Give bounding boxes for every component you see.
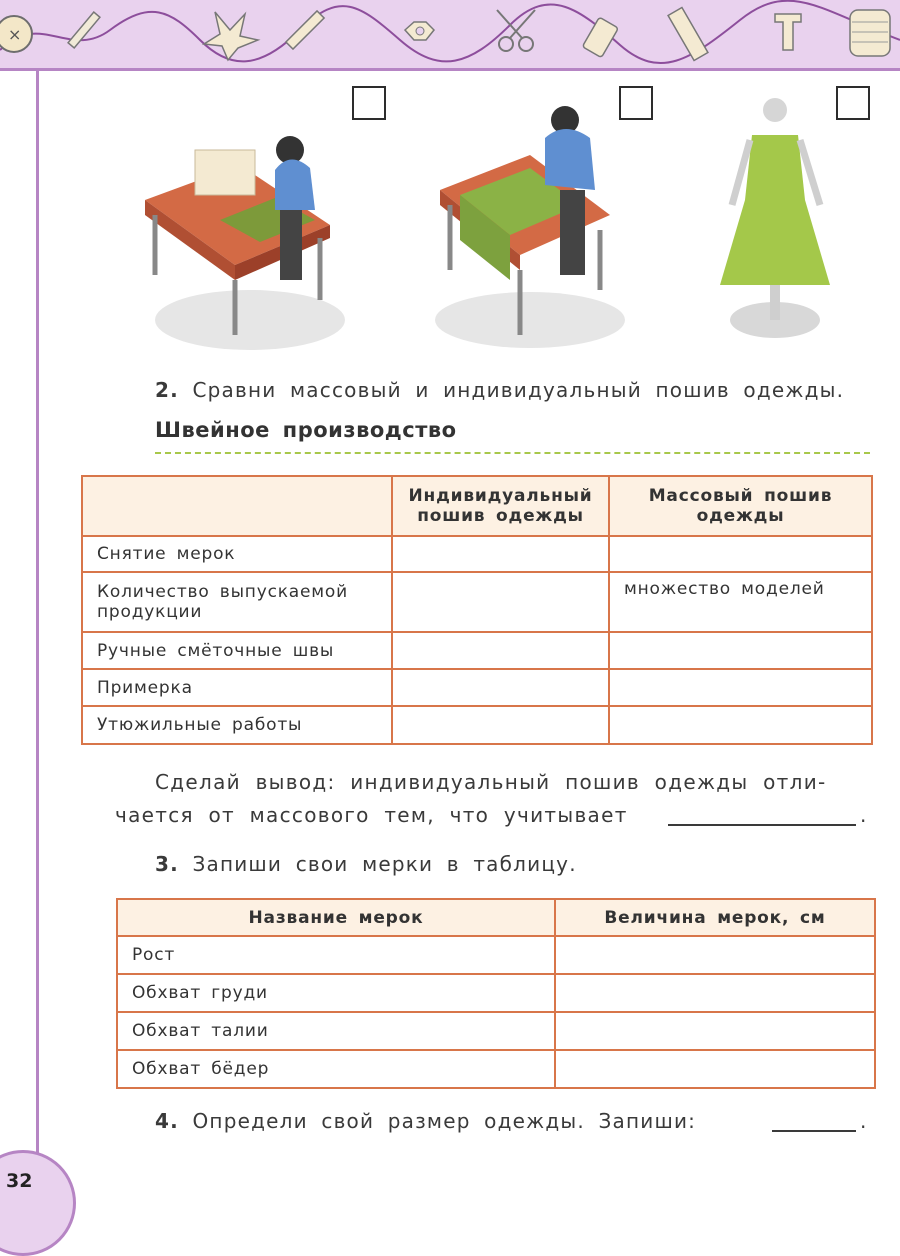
table-row: [82, 632, 872, 669]
answer-cell[interactable]: [555, 974, 875, 1012]
mannequin-dress-scene: [720, 98, 830, 338]
task-4-end-dot: .: [860, 1109, 867, 1133]
answer-cell[interactable]: [392, 669, 609, 706]
task-2: [155, 378, 844, 402]
answer-cell[interactable]: [609, 669, 872, 706]
checkbox-sewing-machine[interactable]: [352, 86, 386, 120]
size-answer-blank[interactable]: [772, 1130, 856, 1132]
answer-cell[interactable]: [609, 536, 872, 572]
row-label: Утюжильные работы: [82, 706, 392, 744]
thread-spool-icon: [850, 10, 890, 56]
table-row: [82, 536, 872, 572]
task-3: [155, 852, 577, 876]
leaf-icon: [204, 12, 258, 60]
illustrations-row: [140, 80, 880, 370]
row-label: Обхват талии: [117, 1012, 555, 1050]
cutting-fabric-scene: [435, 106, 625, 348]
table-header-row: [117, 899, 875, 936]
answer-cell[interactable]: [392, 632, 609, 669]
answer-cell[interactable]: множество моделей: [609, 572, 872, 632]
row-label: Примерка: [82, 669, 392, 706]
pencil-icon: [286, 11, 324, 49]
comparison-table: [81, 475, 873, 745]
table-header-cell: Индивидуальный пошив одежды: [392, 476, 609, 536]
task-2-number: 2.: [155, 378, 179, 402]
answer-cell[interactable]: [609, 706, 872, 744]
dashed-divider: [155, 452, 870, 454]
sewing-machine-scene: [145, 136, 345, 350]
conclusion-answer-blank[interactable]: [668, 824, 856, 826]
scissors-icon: [497, 10, 535, 51]
task-4: [155, 1109, 696, 1133]
ruler-icon: [668, 7, 708, 60]
answer-cell[interactable]: [609, 632, 872, 669]
answer-cell[interactable]: [392, 706, 609, 744]
row-label: Количество выпускаемой продукции: [82, 572, 392, 632]
checkbox-mannequin[interactable]: [836, 86, 870, 120]
table-row: [82, 572, 872, 632]
conclusion-end-dot: .: [860, 803, 867, 827]
button-icon: [0, 16, 32, 52]
page-number: 32: [6, 1170, 33, 1192]
table-header-cell: Массовый пошив одежды: [609, 476, 872, 536]
table-header-cell: Название мерок: [117, 899, 555, 936]
table-row: [117, 974, 875, 1012]
table-row: [82, 669, 872, 706]
row-label: Рост: [117, 936, 555, 974]
table-row: [117, 1012, 875, 1050]
banner-decoration: [0, 0, 900, 68]
task-3-text: Запиши свои мерки в таблицу.: [192, 852, 577, 876]
table-row: [117, 936, 875, 974]
row-label: Ручные смёточные швы: [82, 632, 392, 669]
row-label: Обхват бёдер: [117, 1050, 555, 1088]
svg-text:×: ×: [8, 25, 22, 44]
conclusion-line-2: чается от массового тем, что учитывает: [115, 803, 628, 827]
checkbox-cutting-fabric[interactable]: [619, 86, 653, 120]
row-label: Снятие мерок: [82, 536, 392, 572]
table-header-cell: [82, 476, 392, 536]
table-row: [82, 706, 872, 744]
conclusion-line-1: Сделай вывод: индивидуальный пошив одежды отли-: [155, 770, 827, 794]
row-label: Обхват груди: [117, 974, 555, 1012]
sewing-illustrations: [140, 80, 880, 370]
answer-cell[interactable]: [555, 936, 875, 974]
nut-icon: [405, 22, 434, 40]
answer-cell[interactable]: [555, 1012, 875, 1050]
table-header-cell: Величина мерок, см: [555, 899, 875, 936]
answer-cell[interactable]: [392, 572, 609, 632]
glue-bottle-icon: [582, 17, 618, 57]
left-margin-rule: [36, 68, 39, 1158]
screw-icon: [775, 14, 801, 50]
task-4-number: 4.: [155, 1109, 179, 1133]
answer-cell[interactable]: [555, 1050, 875, 1088]
task-4-text: Определи свой размер одежды. Запиши:: [192, 1109, 697, 1133]
measurements-table: [116, 898, 876, 1089]
table-header-row: [82, 476, 872, 536]
task-2-text: Сравни массовый и индивидуальный пошив одежды.: [192, 378, 845, 402]
task-3-number: 3.: [155, 852, 179, 876]
page-number-tab: [0, 1150, 76, 1256]
subheading-sewing-production: Швейное производство: [155, 418, 457, 442]
top-banner: [0, 0, 900, 71]
answer-cell[interactable]: [392, 536, 609, 572]
table-row: [117, 1050, 875, 1088]
paintbrush-icon: [68, 12, 100, 48]
